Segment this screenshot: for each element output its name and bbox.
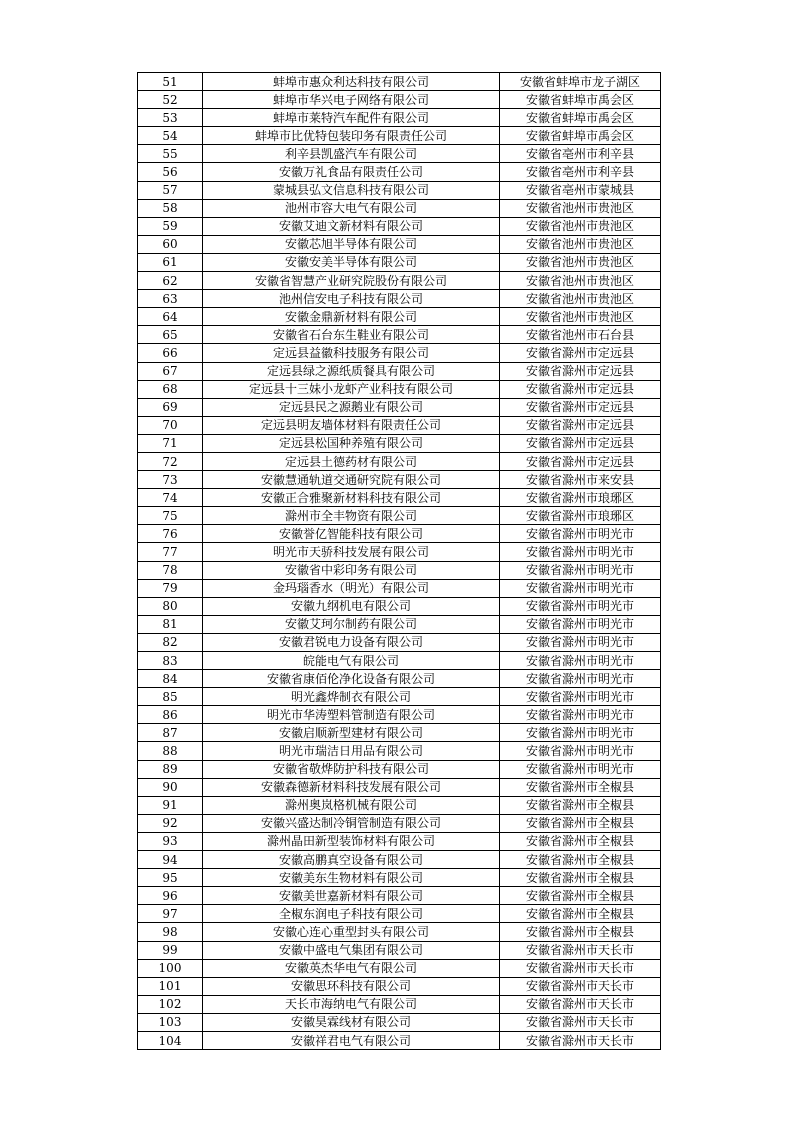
row-number-cell: 81 [138,615,203,633]
row-number-cell: 89 [138,760,203,778]
company-name-cell: 安徽安美半导体有限公司 [203,253,500,271]
location-cell: 安徽省滁州市定远县 [500,362,661,380]
row-number-cell: 97 [138,905,203,923]
row-number-cell: 92 [138,814,203,832]
company-name-cell: 安徽森德新材料科技发展有限公司 [203,778,500,796]
row-number-cell: 64 [138,308,203,326]
table-row [138,941,661,959]
company-name-cell: 皖能电气有限公司 [203,652,500,670]
location-cell: 安徽省亳州市利辛县 [500,145,661,163]
location-cell: 安徽省滁州市天长市 [500,995,661,1013]
table-row [138,633,661,651]
company-name-cell: 利辛县凯盛汽车有限公司 [203,145,500,163]
location-cell: 安徽省蚌埠市龙子湖区 [500,73,661,91]
company-name-cell: 安徽英杰华电气有限公司 [203,959,500,977]
company-name-cell: 明光市天骄科技发展有限公司 [203,543,500,561]
table-row [138,308,661,326]
table-row [138,344,661,362]
table-row [138,995,661,1013]
table-row [138,398,661,416]
table-row [138,561,661,579]
table-row [138,688,661,706]
row-number-cell: 68 [138,380,203,398]
table-row [138,724,661,742]
row-number-cell: 72 [138,452,203,470]
location-cell: 安徽省滁州市全椒县 [500,832,661,850]
row-number-cell: 78 [138,561,203,579]
company-name-cell: 滁州晶田新型装饰材料有限公司 [203,832,500,850]
location-cell: 安徽省滁州市明光市 [500,633,661,651]
table-row [138,760,661,778]
row-number-cell: 102 [138,995,203,1013]
table-row [138,869,661,887]
company-name-cell: 滁州市全丰物资有限公司 [203,507,500,525]
row-number-cell: 99 [138,941,203,959]
table-row [138,290,661,308]
location-cell: 安徽省滁州市定远县 [500,434,661,452]
row-number-cell: 80 [138,597,203,615]
row-number-cell: 65 [138,326,203,344]
table-row [138,109,661,127]
location-cell: 安徽省滁州市明光市 [500,724,661,742]
row-number-cell: 55 [138,145,203,163]
company-name-cell: 明光市瑞洁日用品有限公司 [203,742,500,760]
table-row [138,272,661,290]
company-name-cell: 金玛瑙香水（明光）有限公司 [203,579,500,597]
table-row [138,181,661,199]
table-row [138,471,661,489]
company-name-cell: 定远县十三妹小龙虾产业科技有限公司 [203,380,500,398]
location-cell: 安徽省滁州市明光市 [500,688,661,706]
row-number-cell: 100 [138,959,203,977]
row-number-cell: 82 [138,633,203,651]
table-row [138,905,661,923]
company-name-cell: 蒙城县弘文信息科技有限公司 [203,181,500,199]
location-cell: 安徽省蚌埠市禹会区 [500,91,661,109]
row-number-cell: 101 [138,977,203,995]
table-row [138,670,661,688]
location-cell: 安徽省滁州市明光市 [500,615,661,633]
company-name-cell: 明光市华涛塑料管制造有限公司 [203,706,500,724]
location-cell: 安徽省滁州市全椒县 [500,923,661,941]
company-name-cell: 安徽兴盛达制冷铜管制造有限公司 [203,814,500,832]
location-cell: 安徽省滁州市明光市 [500,652,661,670]
location-cell: 安徽省滁州市全椒县 [500,869,661,887]
row-number-cell: 60 [138,235,203,253]
location-cell: 安徽省池州市石台县 [500,326,661,344]
company-name-cell: 安徽誉亿智能科技有限公司 [203,525,500,543]
table-row [138,796,661,814]
table-row [138,652,661,670]
location-cell: 安徽省滁州市天长市 [500,977,661,995]
location-cell: 安徽省滁州市明光市 [500,597,661,615]
row-number-cell: 91 [138,796,203,814]
row-number-cell: 84 [138,670,203,688]
table-row [138,127,661,145]
location-cell: 安徽省滁州市明光市 [500,561,661,579]
company-name-cell: 定远县绿之源纸质餐具有限公司 [203,362,500,380]
row-number-cell: 58 [138,199,203,217]
row-number-cell: 104 [138,1031,203,1049]
company-name-cell: 安徽正合雅聚新材料科技有限公司 [203,489,500,507]
company-name-cell: 安徽省智慧产业研究院股份有限公司 [203,272,500,290]
location-cell: 安徽省滁州市天长市 [500,959,661,977]
location-cell: 安徽省池州市贵池区 [500,290,661,308]
company-name-cell: 安徽九纲机电有限公司 [203,597,500,615]
company-name-cell: 安徽省石台东生鞋业有限公司 [203,326,500,344]
company-name-cell: 安徽美世嘉新材料有限公司 [203,887,500,905]
row-number-cell: 103 [138,1013,203,1031]
company-name-cell: 安徽省敬烨防护科技有限公司 [203,760,500,778]
company-name-cell: 安徽启顺新型建材有限公司 [203,724,500,742]
row-number-cell: 66 [138,344,203,362]
row-number-cell: 94 [138,851,203,869]
company-name-cell: 安徽万礼食品有限责任公司 [203,163,500,181]
location-cell: 安徽省池州市贵池区 [500,235,661,253]
row-number-cell: 71 [138,434,203,452]
company-name-cell: 池州信安电子科技有限公司 [203,290,500,308]
row-number-cell: 56 [138,163,203,181]
location-cell: 安徽省滁州市明光市 [500,543,661,561]
location-cell: 安徽省滁州市定远县 [500,416,661,434]
location-cell: 安徽省滁州市全椒县 [500,905,661,923]
company-name-cell: 安徽芯旭半导体有限公司 [203,235,500,253]
table-row [138,380,661,398]
location-cell: 安徽省滁州市全椒县 [500,851,661,869]
row-number-cell: 77 [138,543,203,561]
company-name-cell: 蚌埠市惠众利达科技有限公司 [203,73,500,91]
row-number-cell: 67 [138,362,203,380]
row-number-cell: 98 [138,923,203,941]
company-name-cell: 明光鑫烨制衣有限公司 [203,688,500,706]
company-name-cell: 安徽君锐电力设备有限公司 [203,633,500,651]
location-cell: 安徽省滁州市明光市 [500,525,661,543]
company-name-cell: 安徽祥君电气有限公司 [203,1031,500,1049]
table-row [138,416,661,434]
location-cell: 安徽省滁州市天长市 [500,1013,661,1031]
company-name-cell: 安徽心连心重型封头有限公司 [203,923,500,941]
location-cell: 安徽省蚌埠市禹会区 [500,127,661,145]
company-name-cell: 安徽艾迪文新材料有限公司 [203,217,500,235]
company-name-cell: 池州市容大电气有限公司 [203,199,500,217]
table-row [138,923,661,941]
location-cell: 安徽省滁州市全椒县 [500,887,661,905]
table-row [138,452,661,470]
row-number-cell: 83 [138,652,203,670]
location-cell: 安徽省池州市贵池区 [500,272,661,290]
location-cell: 安徽省滁州市定远县 [500,380,661,398]
row-number-cell: 59 [138,217,203,235]
location-cell: 安徽省滁州市琅琊区 [500,507,661,525]
table-row [138,959,661,977]
location-cell: 安徽省滁州市定远县 [500,398,661,416]
table-row [138,977,661,995]
location-cell: 安徽省滁州市定远县 [500,452,661,470]
company-name-cell: 天长市海纳电气有限公司 [203,995,500,1013]
location-cell: 安徽省池州市贵池区 [500,217,661,235]
table-body [138,73,661,1050]
row-number-cell: 51 [138,73,203,91]
company-name-cell: 安徽省中彩印务有限公司 [203,561,500,579]
company-list-table [137,72,661,1050]
row-number-cell: 85 [138,688,203,706]
location-cell: 安徽省滁州市全椒县 [500,778,661,796]
location-cell: 安徽省池州市贵池区 [500,253,661,271]
row-number-cell: 75 [138,507,203,525]
table-row [138,145,661,163]
location-cell: 安徽省滁州市明光市 [500,742,661,760]
location-cell: 安徽省池州市贵池区 [500,308,661,326]
location-cell: 安徽省滁州市明光市 [500,706,661,724]
company-name-cell: 安徽高鹏真空设备有限公司 [203,851,500,869]
table-row [138,742,661,760]
company-name-cell: 定远县松国种养殖有限公司 [203,434,500,452]
location-cell: 安徽省滁州市天长市 [500,1031,661,1049]
table-row [138,887,661,905]
company-name-cell: 全椒东润电子科技有限公司 [203,905,500,923]
location-cell: 安徽省滁州市明光市 [500,670,661,688]
table-row [138,362,661,380]
table-row [138,1031,661,1049]
company-name-cell: 安徽思环科技有限公司 [203,977,500,995]
table-row [138,91,661,109]
company-name-cell: 定远县明友墙体材料有限责任公司 [203,416,500,434]
table-row [138,326,661,344]
table-row [138,543,661,561]
location-cell: 安徽省亳州市利辛县 [500,163,661,181]
table-row [138,597,661,615]
company-name-cell: 定远县民之源鹅业有限公司 [203,398,500,416]
table-row [138,615,661,633]
table-row [138,253,661,271]
location-cell: 安徽省滁州市来安县 [500,471,661,489]
company-name-cell: 滁州奥岚格机械有限公司 [203,796,500,814]
table-row [138,706,661,724]
table-row [138,507,661,525]
company-name-cell: 蚌埠市比优特包装印务有限责任公司 [203,127,500,145]
table-row [138,235,661,253]
company-name-cell: 安徽昊霖线材有限公司 [203,1013,500,1031]
table-row [138,163,661,181]
location-cell: 安徽省亳州市蒙城县 [500,181,661,199]
row-number-cell: 52 [138,91,203,109]
row-number-cell: 57 [138,181,203,199]
company-name-cell: 定远县益徽科技服务有限公司 [203,344,500,362]
row-number-cell: 74 [138,489,203,507]
table-row [138,525,661,543]
row-number-cell: 86 [138,706,203,724]
row-number-cell: 96 [138,887,203,905]
location-cell: 安徽省滁州市明光市 [500,760,661,778]
company-name-cell: 安徽艾珂尔制药有限公司 [203,615,500,633]
location-cell: 安徽省滁州市明光市 [500,579,661,597]
row-number-cell: 69 [138,398,203,416]
row-number-cell: 63 [138,290,203,308]
table-row [138,778,661,796]
row-number-cell: 87 [138,724,203,742]
table-row [138,1013,661,1031]
table-row [138,489,661,507]
row-number-cell: 73 [138,471,203,489]
company-name-cell: 安徽金鼎新材料有限公司 [203,308,500,326]
table-row [138,814,661,832]
table-row [138,579,661,597]
company-name-cell: 蚌埠市莱特汽车配件有限公司 [203,109,500,127]
company-name-cell: 安徽慧通轨道交通研究院有限公司 [203,471,500,489]
table-row [138,434,661,452]
location-cell: 安徽省池州市贵池区 [500,199,661,217]
location-cell: 安徽省滁州市琅琊区 [500,489,661,507]
location-cell: 安徽省滁州市定远县 [500,344,661,362]
row-number-cell: 95 [138,869,203,887]
row-number-cell: 61 [138,253,203,271]
location-cell: 安徽省蚌埠市禹会区 [500,109,661,127]
row-number-cell: 90 [138,778,203,796]
company-name-cell: 定远县土德药材有限公司 [203,452,500,470]
table-row [138,851,661,869]
company-name-cell: 安徽省康佰伦净化设备有限公司 [203,670,500,688]
row-number-cell: 53 [138,109,203,127]
company-name-cell: 安徽中盛电气集团有限公司 [203,941,500,959]
location-cell: 安徽省滁州市全椒县 [500,796,661,814]
row-number-cell: 88 [138,742,203,760]
company-name-cell: 安徽美东生物材料有限公司 [203,869,500,887]
row-number-cell: 76 [138,525,203,543]
company-name-cell: 蚌埠市华兴电子网络有限公司 [203,91,500,109]
row-number-cell: 79 [138,579,203,597]
row-number-cell: 70 [138,416,203,434]
table-row [138,217,661,235]
row-number-cell: 93 [138,832,203,850]
location-cell: 安徽省滁州市全椒县 [500,814,661,832]
table-row [138,832,661,850]
table-row [138,73,661,91]
row-number-cell: 54 [138,127,203,145]
table-row [138,199,661,217]
location-cell: 安徽省滁州市天长市 [500,941,661,959]
row-number-cell: 62 [138,272,203,290]
